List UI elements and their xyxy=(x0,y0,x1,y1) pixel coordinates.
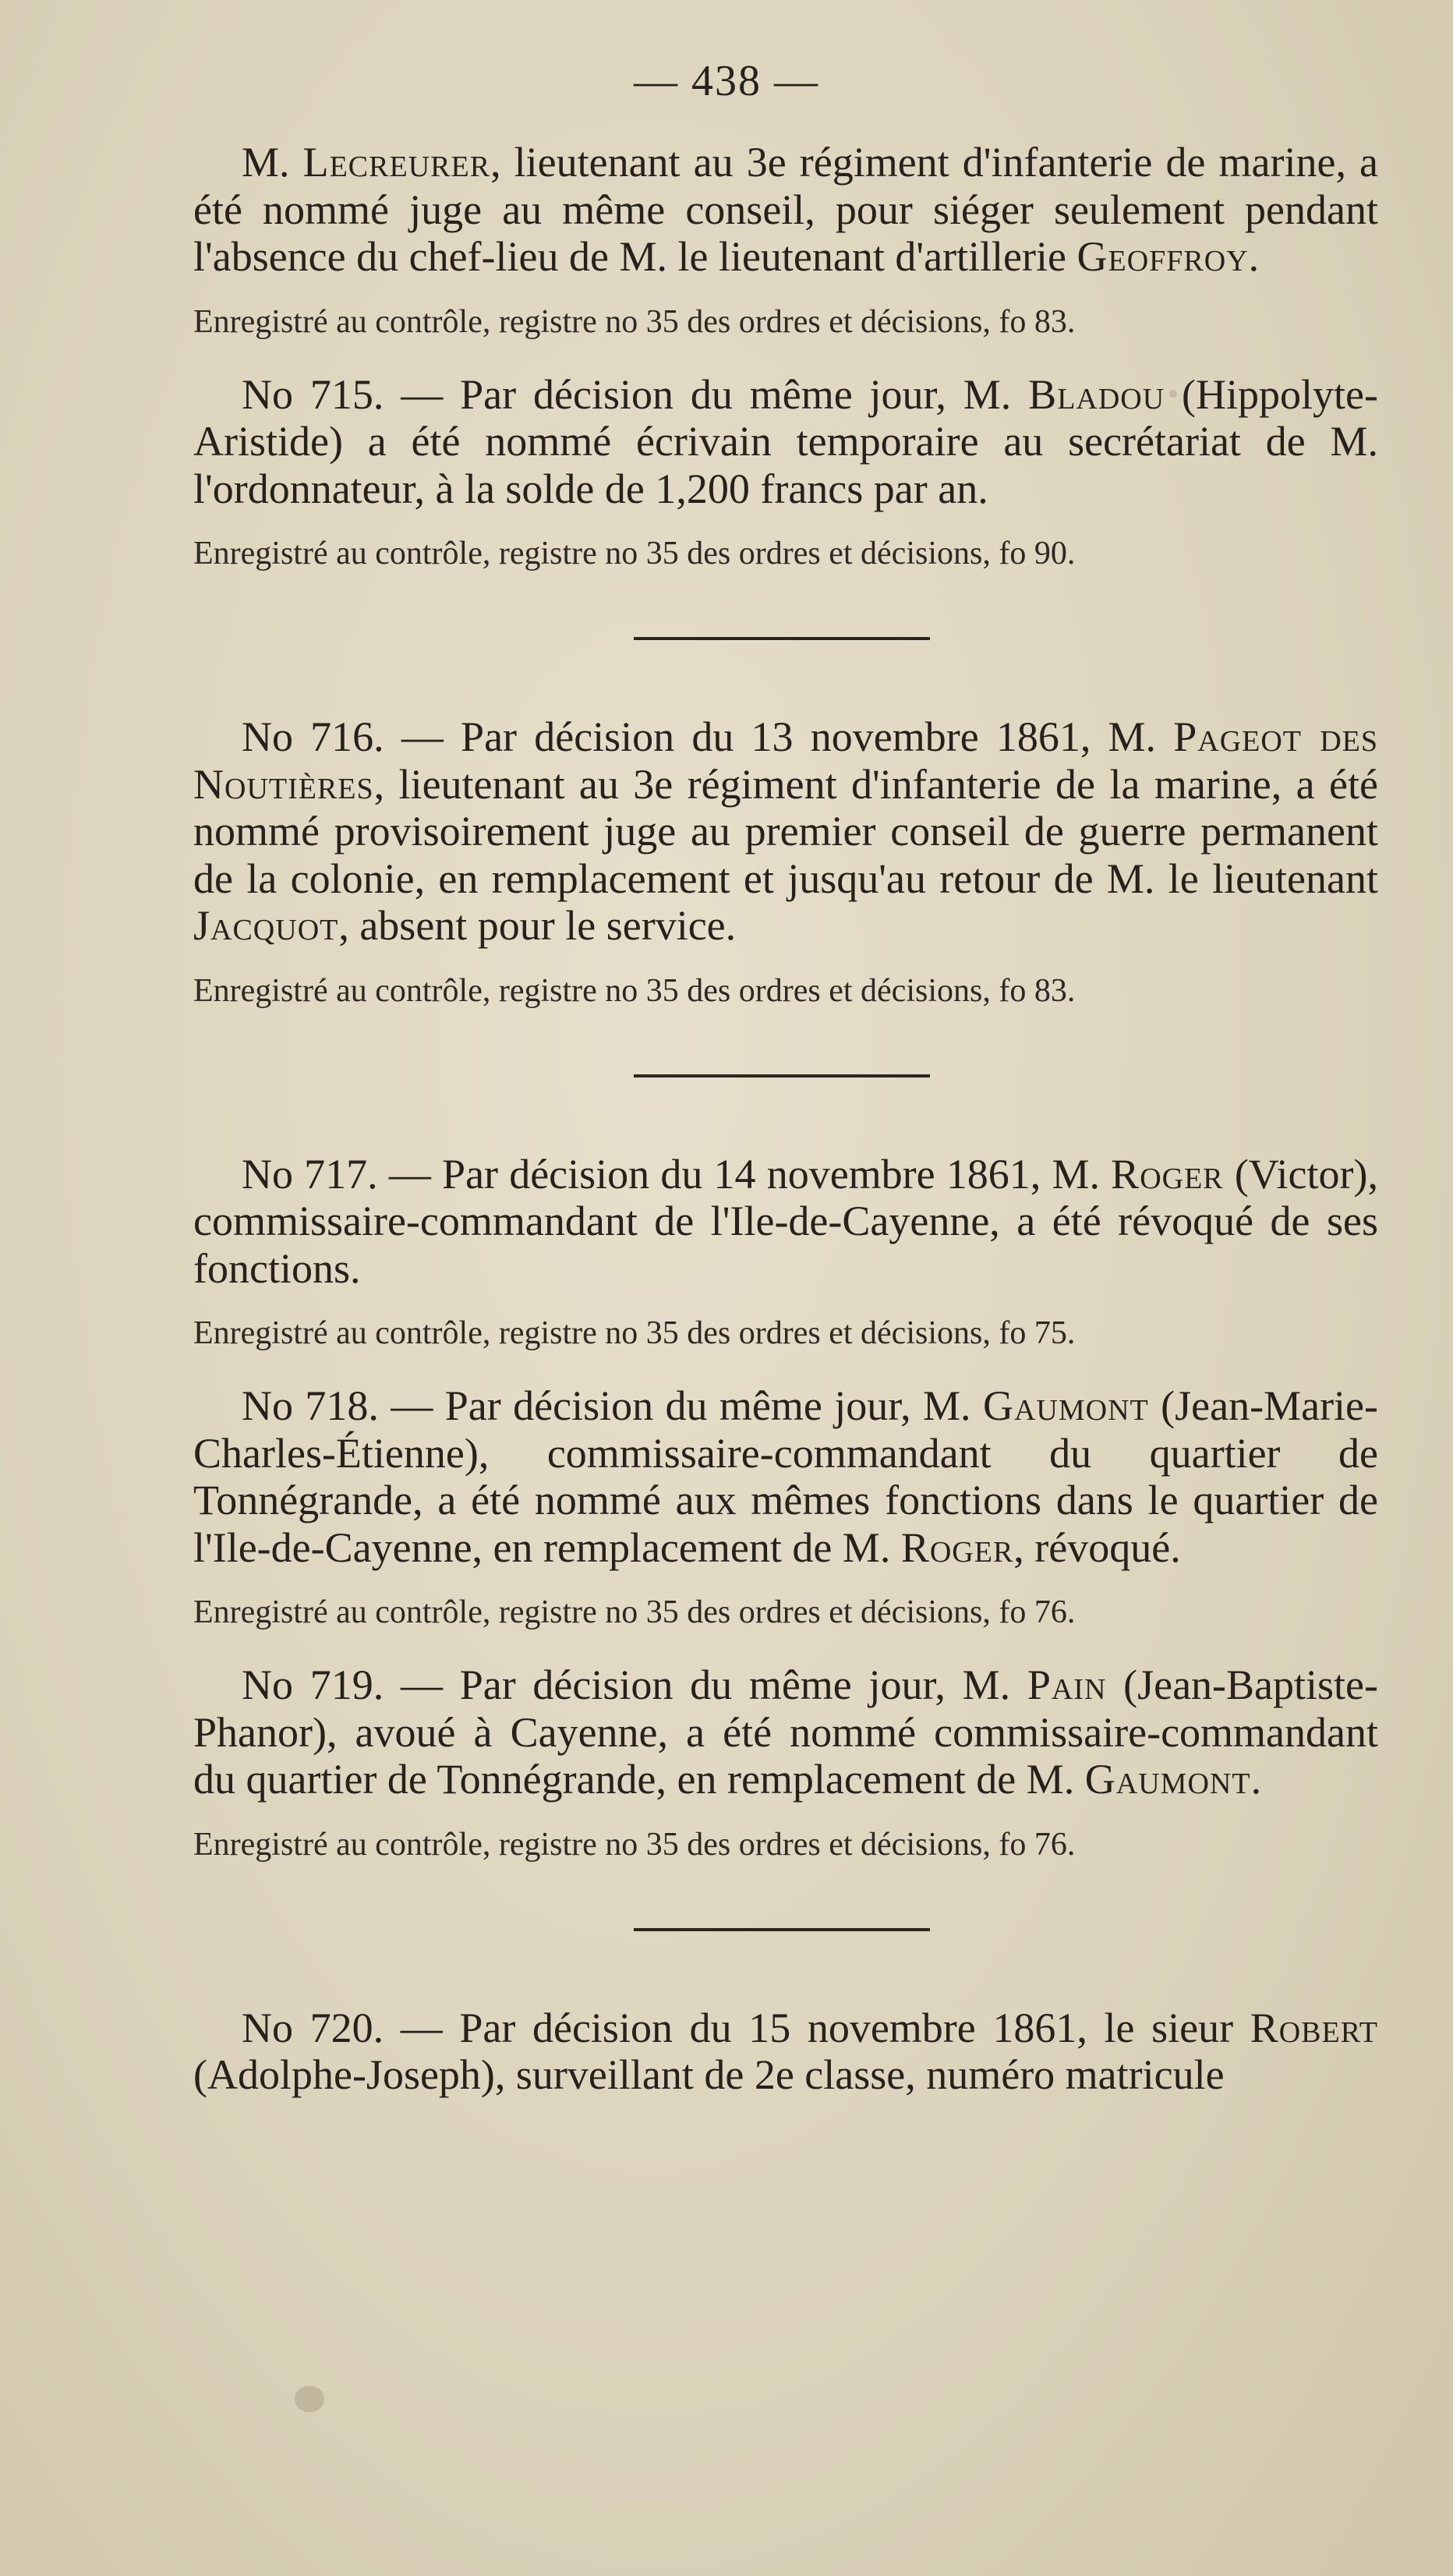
entry-716 xyxy=(193,713,1378,950)
person-name: Geoffroy xyxy=(1076,233,1249,280)
entry-lead: No 715. — Par décision du même jour, M. xyxy=(242,370,1029,418)
entry-text: , lieutenant au 3e régiment d'infanterie de la marine, a été nommé provisoirement juge au premier conseil de guerre permanent de la colonie, en remplacement et jusqu'au retour de M. le lieutenant xyxy=(193,760,1378,902)
entry-text: (Hippolyte-Aristide) a été nommé écrivain temporaire au secrétariat de M. l'ordonnateur, à la solde de 1,200 francs par an. xyxy=(193,370,1378,512)
person-name: Robert xyxy=(1250,2004,1378,2051)
person-name: Pain xyxy=(1027,1661,1107,1708)
divider-rule xyxy=(634,1074,930,1077)
spacer xyxy=(193,341,1378,371)
entry-lead: No 720. — Par décision du 15 novembre 1861, le sieur xyxy=(242,2004,1250,2051)
entry-text-end: . xyxy=(1250,1756,1262,1803)
page-body xyxy=(193,139,1378,2099)
person-name: Pageot des Noutières xyxy=(193,713,1378,808)
entry-text: (Victor), commissaire-commandant de l'Ile-de-Cayenne, a été révoqué de ses fonctions. xyxy=(193,1150,1378,1292)
person-name: Gaumont xyxy=(982,1382,1149,1429)
registry-note: Enregistré au contrôle, registre no 35 des ordres et décisions, fo 83. xyxy=(193,303,1076,340)
spacer xyxy=(193,1353,1378,1382)
entry-lead: No 719. — Par décision du même jour, M. xyxy=(242,1661,1027,1708)
spacer xyxy=(193,1632,1378,1661)
entry-715 xyxy=(193,371,1378,513)
page-number: — 438 — xyxy=(634,57,819,105)
registry-note: Enregistré au contrôle, registre no 35 des ordres et décisions, fo 76. xyxy=(193,1594,1076,1630)
entry-lead: No 718. — Par décision du même jour, M. xyxy=(242,1382,983,1429)
entry-717 xyxy=(193,1151,1378,1293)
entry-text: (Adolphe-Joseph), surveillant de 2e classe, numéro matricule xyxy=(193,2051,1225,2098)
person-name: Roger xyxy=(900,1523,1014,1571)
entry-720 xyxy=(193,2005,1378,2099)
section-divider xyxy=(193,1864,1378,2005)
paper-stain xyxy=(295,2386,324,2412)
entry-text-end: , absent pour le service. xyxy=(338,902,737,949)
entry-718 xyxy=(193,1382,1378,1571)
entry-text-end: , révoqué. xyxy=(1013,1523,1181,1571)
registry-note: Enregistré au contrôle, registre no 35 des ordres et décisions, fo 90. xyxy=(193,536,1076,571)
entry-text: (Jean-Marie-Charles-Étienne), commissaire-commandant du quartier de Tonnégrande, a été nommé aux mêmes fonctions dans le quartier de l'Ile-de-Cayenne, en remplacement de M. xyxy=(193,1382,1378,1571)
person-name: Roger xyxy=(1111,1150,1224,1198)
entry-text-end: . xyxy=(1248,233,1260,280)
registry-note: Enregistré au contrôle, registre no 35 des ordres et décisions, fo 76. xyxy=(193,1826,1076,1863)
registry-note: Enregistré au contrôle, registre no 35 des ordres et décisions, fo 75. xyxy=(193,1315,1076,1351)
section-divider xyxy=(193,573,1378,713)
paper-stain xyxy=(1169,390,1177,398)
divider-rule xyxy=(634,637,930,640)
registry-note: Enregistré au contrôle, registre no 35 des ordres et décisions, fo 83. xyxy=(193,972,1076,1009)
entry-lead: M. xyxy=(242,139,303,186)
divider-rule xyxy=(634,1928,930,1931)
entry-text: (Jean-Baptiste-Phanor), avoué à Cayenne, a été nommé commissaire-commandant du quartier de Tonnégrande, en remplacement de M. xyxy=(193,1661,1378,1803)
entry-paragraph xyxy=(193,139,1378,281)
person-name: Bladou xyxy=(1028,370,1165,418)
entry-text: , lieutenant au 3e régiment d'infanterie de marine, a été nommé juge au même conseil, pour siéger seulement pendant l'absence du chef-lieu de M. le lieutenant d'artillerie xyxy=(193,139,1379,280)
person-name: Jacquot xyxy=(193,902,339,949)
person-name: Gaumont xyxy=(1084,1756,1251,1803)
entry-lead: No 716. — Par décision du 13 novembre 1861, M. xyxy=(242,713,1174,760)
section-divider xyxy=(193,1010,1378,1151)
entry-lead: No 717. — Par décision du 14 novembre 1861, M. xyxy=(242,1150,1112,1198)
entry-719 xyxy=(193,1661,1378,1803)
person-name: Lecreurer xyxy=(302,139,491,186)
